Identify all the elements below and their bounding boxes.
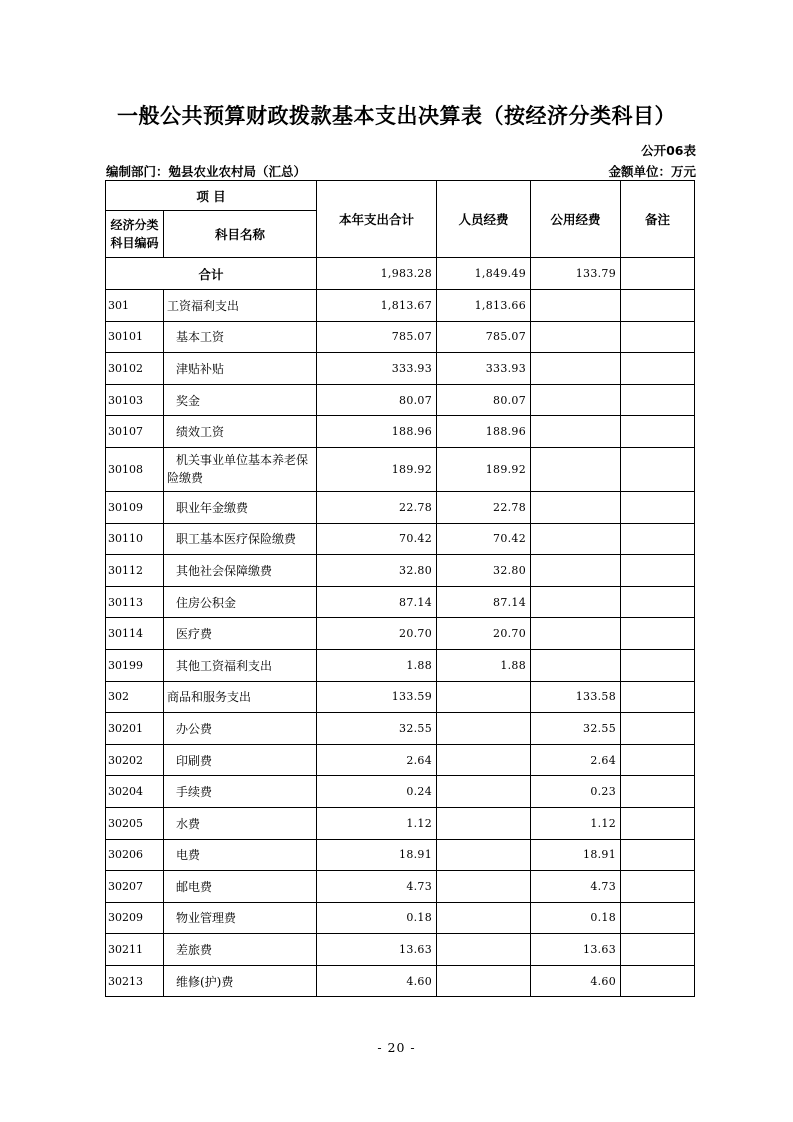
row-remarks: [621, 713, 695, 745]
form-number: 公开06表: [641, 143, 696, 158]
row-code: 30101: [106, 321, 164, 353]
row-remarks: [621, 416, 695, 448]
total-public: 133.79: [531, 258, 621, 290]
row-remarks: [621, 447, 695, 491]
row-code: 30102: [106, 353, 164, 385]
row-personnel: 1.88: [437, 649, 531, 681]
row-name-line2: 险缴费: [167, 471, 204, 486]
table-row: [106, 447, 695, 491]
row-total: 80.07: [317, 384, 437, 416]
row-total: 1.88: [317, 649, 437, 681]
row-code: 30109: [106, 491, 164, 523]
row-personnel: 80.07: [437, 384, 531, 416]
row-personnel: [437, 839, 531, 871]
row-remarks: [621, 744, 695, 776]
table-row: [106, 965, 695, 997]
row-total: 20.70: [317, 618, 437, 650]
row-remarks: [621, 523, 695, 555]
row-remarks: [621, 491, 695, 523]
table-row: [106, 618, 695, 650]
row-public: 18.91: [531, 839, 621, 871]
row-remarks: [621, 965, 695, 997]
row-total: 333.93: [317, 353, 437, 385]
row-total: 189.92: [317, 447, 437, 491]
table-row: [106, 776, 695, 808]
row-name: 职工基本医疗保险缴费: [164, 523, 317, 555]
row-public: 0.18: [531, 902, 621, 934]
row-public: [531, 353, 621, 385]
table-row: [106, 713, 695, 745]
row-code: 30103: [106, 384, 164, 416]
row-personnel: [437, 681, 531, 713]
row-total: 1,813.67: [317, 290, 437, 322]
row-personnel: 87.14: [437, 586, 531, 618]
table-row: [106, 523, 695, 555]
header-remarks: 备注: [621, 181, 695, 258]
row-public: 0.23: [531, 776, 621, 808]
row-name: 津贴补贴: [164, 353, 317, 385]
row-name: 印刷费: [164, 744, 317, 776]
table-row: [106, 871, 695, 903]
row-code: 30110: [106, 523, 164, 555]
table-row: [106, 586, 695, 618]
table-row: [106, 902, 695, 934]
row-name: 水费: [164, 807, 317, 839]
header-row-1: [106, 181, 695, 211]
row-personnel: 1,813.66: [437, 290, 531, 322]
row-name: 工资福利支出: [164, 290, 317, 322]
row-code: 30202: [106, 744, 164, 776]
row-total: 4.60: [317, 965, 437, 997]
total-remarks: [621, 258, 695, 290]
row-total: 2.64: [317, 744, 437, 776]
row-code: 30112: [106, 555, 164, 587]
row-name: 职业年金缴费: [164, 491, 317, 523]
row-total: 70.42: [317, 523, 437, 555]
table-row: [106, 807, 695, 839]
row-remarks: [621, 353, 695, 385]
row-name: 邮电费: [164, 871, 317, 903]
table-row: [106, 290, 695, 322]
row-personnel: [437, 965, 531, 997]
table-row: [106, 384, 695, 416]
row-total: 785.07: [317, 321, 437, 353]
row-code: 30201: [106, 713, 164, 745]
row-name: 绩效工资: [164, 416, 317, 448]
row-remarks: [621, 934, 695, 966]
row-public: [531, 321, 621, 353]
row-name: 医疗费: [164, 618, 317, 650]
table-row: [106, 321, 695, 353]
row-total: 32.80: [317, 555, 437, 587]
row-public: [531, 384, 621, 416]
row-total: 188.96: [317, 416, 437, 448]
row-remarks: [621, 649, 695, 681]
header-public: 公用经费: [531, 181, 621, 258]
row-public: 1.12: [531, 807, 621, 839]
row-remarks: [621, 321, 695, 353]
row-personnel: 188.96: [437, 416, 531, 448]
row-remarks: [621, 681, 695, 713]
row-public: [531, 447, 621, 491]
row-public: 4.60: [531, 965, 621, 997]
row-personnel: [437, 902, 531, 934]
header-econ-code-line2: 科目编码: [110, 236, 159, 250]
row-name: 奖金: [164, 384, 317, 416]
total-sum: 1,983.28: [317, 258, 437, 290]
row-remarks: [621, 384, 695, 416]
row-name: [164, 447, 317, 491]
row-public: [531, 555, 621, 587]
header-project: 项 目: [106, 181, 317, 211]
row-code: 30108: [106, 447, 164, 491]
row-total: 1.12: [317, 807, 437, 839]
header-personnel: 人员经费: [437, 181, 531, 258]
table-row: [106, 744, 695, 776]
row-public: [531, 491, 621, 523]
table-row: [106, 491, 695, 523]
row-public: [531, 586, 621, 618]
header-subject-name: 科目名称: [164, 211, 317, 258]
row-public: [531, 290, 621, 322]
table-row: [106, 839, 695, 871]
row-personnel: 785.07: [437, 321, 531, 353]
row-personnel: [437, 744, 531, 776]
row-name: 维修(护)费: [164, 965, 317, 997]
table-row: [106, 649, 695, 681]
row-code: 30107: [106, 416, 164, 448]
row-code: 302: [106, 681, 164, 713]
row-personnel: 189.92: [437, 447, 531, 491]
row-name: 商品和服务支出: [164, 681, 317, 713]
row-personnel: [437, 807, 531, 839]
row-public: 32.55: [531, 713, 621, 745]
row-public: 4.73: [531, 871, 621, 903]
row-code: 30204: [106, 776, 164, 808]
row-personnel: 20.70: [437, 618, 531, 650]
row-remarks: [621, 807, 695, 839]
row-total: 4.73: [317, 871, 437, 903]
row-name: 物业管理费: [164, 902, 317, 934]
row-personnel: [437, 713, 531, 745]
row-total: 13.63: [317, 934, 437, 966]
row-personnel: [437, 871, 531, 903]
row-personnel: [437, 934, 531, 966]
row-name: 住房公积金: [164, 586, 317, 618]
department-label: 编制部门：勉县农业农村局（汇总）: [106, 164, 307, 179]
row-public: [531, 523, 621, 555]
row-public: 2.64: [531, 744, 621, 776]
row-public: [531, 416, 621, 448]
row-personnel: 32.80: [437, 555, 531, 587]
row-name: 其他社会保障缴费: [164, 555, 317, 587]
row-personnel: [437, 776, 531, 808]
row-public: 133.58: [531, 681, 621, 713]
page-title: 一般公共预算财政拨款基本支出决算表（按经济分类科目）: [117, 104, 676, 128]
page-number: - 20 -: [377, 1040, 416, 1055]
table-row: [106, 416, 695, 448]
row-total: 133.59: [317, 681, 437, 713]
table-row: [106, 353, 695, 385]
row-code: 30207: [106, 871, 164, 903]
unit-label: 金额单位：万元: [608, 164, 696, 179]
table-row: [106, 555, 695, 587]
row-remarks: [621, 555, 695, 587]
row-total: 0.18: [317, 902, 437, 934]
table-row: [106, 681, 695, 713]
row-code: 30213: [106, 965, 164, 997]
table-row: [106, 934, 695, 966]
header-econ-code-line1: 经济分类: [110, 218, 159, 232]
row-code: 30205: [106, 807, 164, 839]
row-total: 87.14: [317, 586, 437, 618]
row-total: 32.55: [317, 713, 437, 745]
row-code: 30206: [106, 839, 164, 871]
budget-table: [105, 180, 695, 997]
row-public: [531, 618, 621, 650]
header-econ-code: [106, 211, 164, 258]
total-row: [106, 258, 695, 290]
row-total: 18.91: [317, 839, 437, 871]
total-label: 合计: [106, 258, 317, 290]
row-code: 30199: [106, 649, 164, 681]
row-code: 30114: [106, 618, 164, 650]
row-name: 手续费: [164, 776, 317, 808]
row-name: 电费: [164, 839, 317, 871]
row-name: 办公费: [164, 713, 317, 745]
row-total: 22.78: [317, 491, 437, 523]
header-total: 本年支出合计: [317, 181, 437, 258]
row-code: 30209: [106, 902, 164, 934]
row-remarks: [621, 871, 695, 903]
total-personnel: 1,849.49: [437, 258, 531, 290]
row-name: 其他工资福利支出: [164, 649, 317, 681]
row-personnel: 333.93: [437, 353, 531, 385]
row-remarks: [621, 776, 695, 808]
row-personnel: 22.78: [437, 491, 531, 523]
row-code: 30113: [106, 586, 164, 618]
row-total: 0.24: [317, 776, 437, 808]
row-remarks: [621, 902, 695, 934]
row-code: 30211: [106, 934, 164, 966]
row-name-line1: 机关事业单位基本养老保: [176, 453, 309, 468]
row-remarks: [621, 839, 695, 871]
row-personnel: 70.42: [437, 523, 531, 555]
row-code: 301: [106, 290, 164, 322]
row-public: [531, 649, 621, 681]
row-public: 13.63: [531, 934, 621, 966]
row-name: 差旅费: [164, 934, 317, 966]
row-remarks: [621, 586, 695, 618]
row-name: 基本工资: [164, 321, 317, 353]
row-remarks: [621, 290, 695, 322]
row-remarks: [621, 618, 695, 650]
